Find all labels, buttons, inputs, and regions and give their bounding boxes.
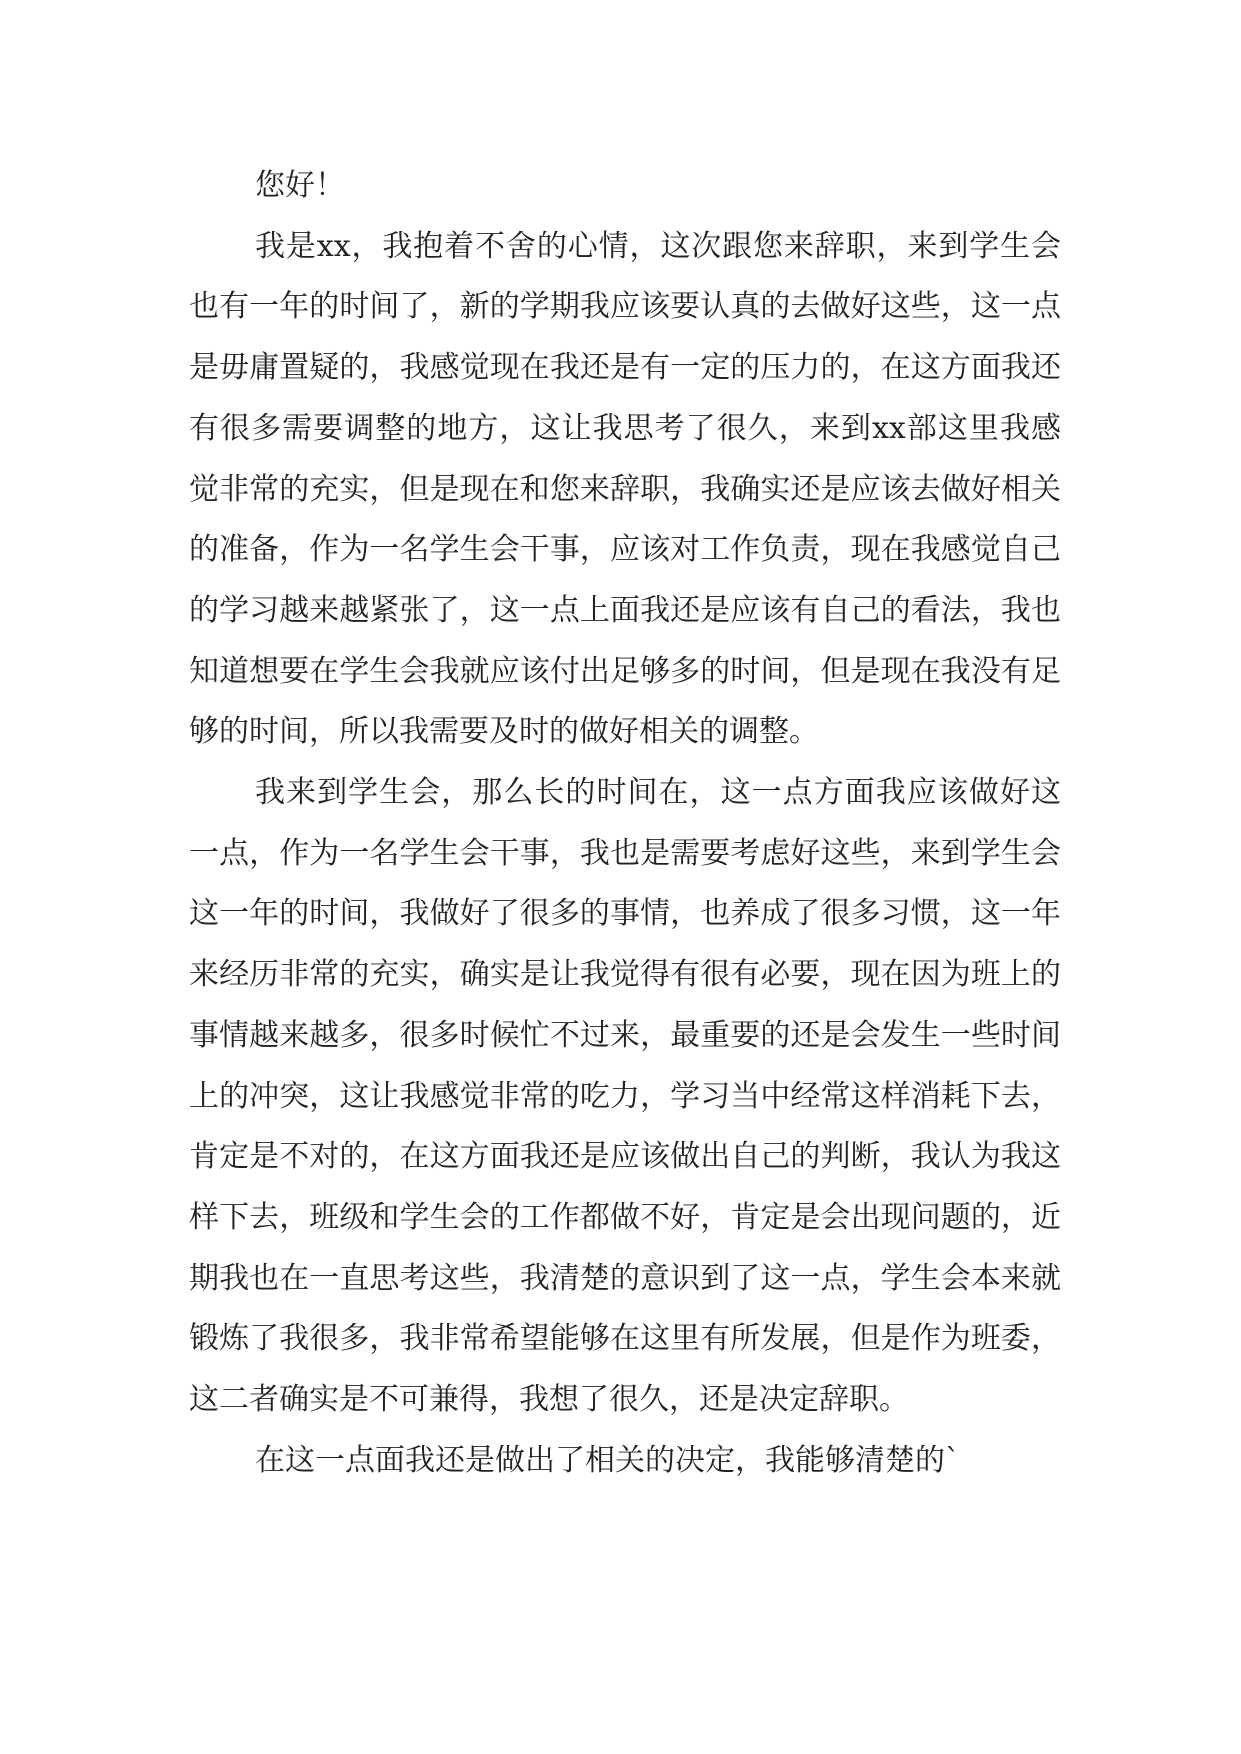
paragraph-3: 在这一点面我还是做出了相关的决定，我能够清楚的` — [255, 1442, 960, 1478]
salutation: 您好！ — [255, 168, 345, 203]
paragraph-1: 我是xx，我抱着不舍的心情，这次跟您来辞职，来到学生会也有一年的时间了，新的学期我应该要认真的去做好这些，这一点是毋庸置疑的，我感觉现在我还是有一定的压力的，在这方面我还有很多需要调整的地方，这让我思考了很久，来到xx部这里我感觉非常的充实，但是现在和您来辞职，我确实还是应该去做好相关的准备，作为一名学生会干事，应该对工作负责，现在我感觉自己的学习越来越紧张了，这一点上面我还是应该有自己的看法，我也知道想要在学生会我就应该付出足够多的时间，但是现在我没有足够的时间，所以我需要及时的做好相关的调整。 — [189, 228, 1061, 750]
paragraph-2: 我来到学生会，那么长的时间在，这一点方面我应该做好这一点，作为一名学生会干事，我也是需要考虑好这些，来到学生会这一年的时间，我做好了很多的事情，也养成了很多习惯，这一年来经历非常的充实，确实是让我觉得有很有必要，现在因为班上的事情越来越多，很多时候忙不过来，最重要的还是会发生一些时间上的冲突，这让我感觉非常的吃力，学习当中经常这样消耗下去，肯定是不对的，在这方面我还是应该做出自己的判断，我认为我这样下去，班级和学生会的工作都做不好，肯定是会出现问题的，近期我也在一直思考这些，我清楚的意识到了这一点，学生会本来就锻炼了我很多，我非常希望能够在这里有所发展，但是作为班委，这二者确实是不可兼得，我想了很久，还是决定辞职。 — [189, 775, 1061, 1418]
letter-body — [189, 156, 1061, 1491]
